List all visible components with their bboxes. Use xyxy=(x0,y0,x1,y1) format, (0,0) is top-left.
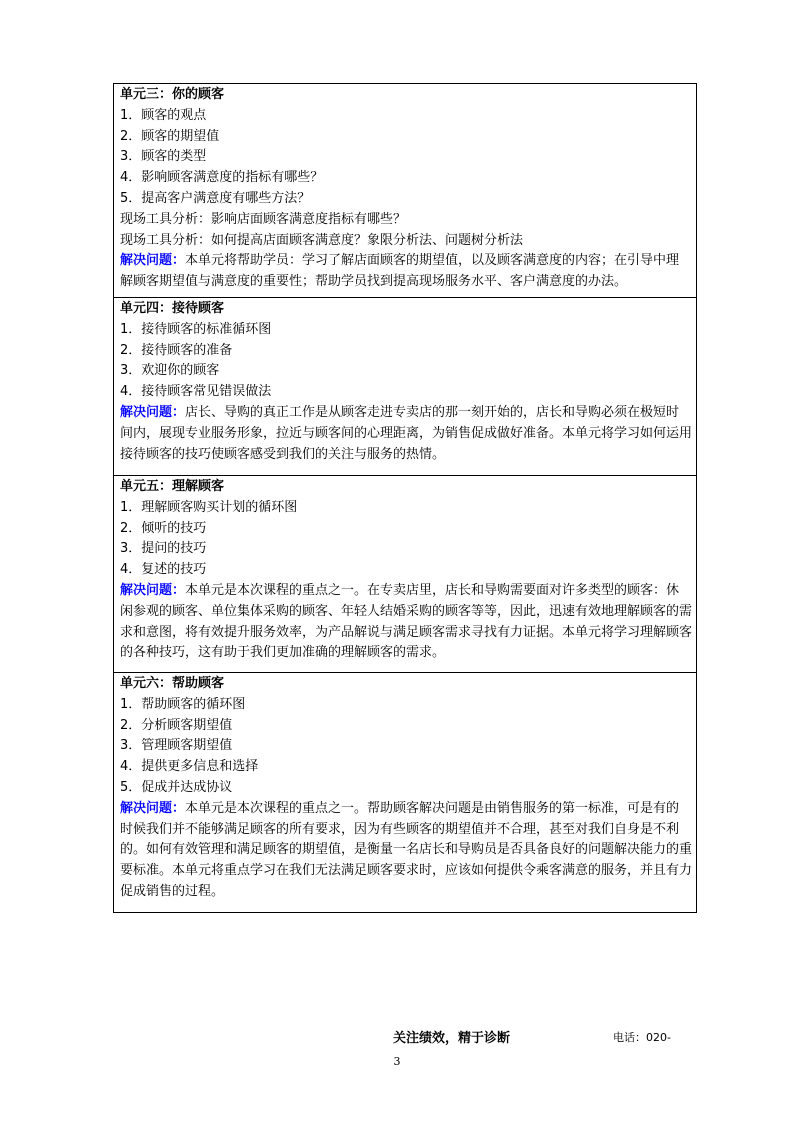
solution-paragraph xyxy=(120,251,692,293)
unit-item: 3．提问的技巧 xyxy=(120,541,207,557)
unit-item: 2．顾客的期望值 xyxy=(120,128,220,144)
unit-item: 2．分析顾客期望值 xyxy=(120,717,233,733)
unit-item: 1．理解顾客购买计划的循环图 xyxy=(120,499,298,515)
unit-title: 单元四：接待顾客 xyxy=(120,300,225,316)
unit-row xyxy=(114,297,697,475)
unit-item: 4．影响顾客满意度的指标有哪些？ xyxy=(120,170,324,186)
unit-item: 5．提高客户满意度有哪些方法？ xyxy=(120,190,311,206)
unit-item: 2．倾听的技巧 xyxy=(120,520,207,536)
unit-title: 单元六：帮助顾客 xyxy=(120,675,225,691)
unit-item: 3．管理顾客期望值 xyxy=(120,738,233,754)
unit-item: 4．复述的技巧 xyxy=(120,562,207,578)
solution-label: 解决问题： xyxy=(120,800,186,816)
unit-title: 单元三：你的顾客 xyxy=(120,87,225,102)
solution-paragraph xyxy=(120,799,692,903)
unit-item: 4．接待顾客常见错误做法 xyxy=(120,384,272,400)
unit-row xyxy=(114,84,697,298)
solution-label: 解决问题： xyxy=(120,253,186,269)
unit-cell xyxy=(114,672,697,912)
solution-label: 解决问题： xyxy=(120,404,186,420)
unit-item: 现场工具分析：如何提高店面顾客满意度？象限分析法、问题树分析法 xyxy=(120,232,524,248)
unit-item: 现场工具分析：影响店面顾客满意度指标有哪些？ xyxy=(120,211,407,227)
unit-cell xyxy=(114,297,697,475)
solution-text: 本单元将帮助学员：学习了解店面顾客的期望值，以及顾客满意度的内容；在引导中理解顾客期望值与满意度的重要性；帮助学员找到提高现场服务水平、客户满意度的办法。 xyxy=(120,253,680,290)
unit-item: 3．顾客的类型 xyxy=(120,149,207,165)
unit-item: 1．接待顾客的标准循环图 xyxy=(120,321,272,337)
solution-text: 本单元是本次课程的重点之一。在专卖店里，店长和导购需要面对许多类型的顾客：休闲参观的顾客、单位集体采购的顾客、年轻人结婚采购的顾客等等，因此，迅速有效地理解顾客的需求和意图，将有效提升服务效率，为产品解说与满足顾客需求寻找有力证据。本单元将学习理解顾客的各种技巧，这有助于我们更加准确的理解顾客的需求。 xyxy=(120,582,693,661)
footer-slogan: 关注绩效，精于诊断 xyxy=(393,1031,511,1046)
solution-text: 店长、导购的真正工作是从顾客走进专卖店的那一刻开始的，店长和导购必须在极短时间内，展现专业服务形象，拉近与顾客间的心理距离，为销售促成做好准备。本单元将学习如何运用接待顾客的技巧使顾客感受到我们的关注与服务的热情。 xyxy=(120,404,693,462)
unit-item: 4．提供更多信息和选择 xyxy=(120,759,259,775)
unit-cell xyxy=(114,84,697,298)
unit-row xyxy=(114,475,697,672)
solution-paragraph xyxy=(120,403,692,465)
footer-phone: 电话：020- xyxy=(613,1031,671,1044)
course-outline-table xyxy=(113,83,697,913)
page-number: 3 xyxy=(393,1055,401,1068)
unit-item: 1．顾客的观点 xyxy=(120,107,207,123)
solution-paragraph xyxy=(120,581,692,664)
solution-label: 解决问题： xyxy=(120,582,186,598)
unit-item: 1．帮助顾客的循环图 xyxy=(120,696,246,712)
solution-text: 本单元是本次课程的重点之一。帮助顾客解决问题是由销售服务的第一标准，可是有的时候我们并不能够满足顾客的所有要求，因为有些顾客的期望值并不合理，甚至对我们自身是不利的。如何有效管理和满足顾客的期望值，是衡量一名店长和导购员是否具备良好的问题解决能力的重要标准。本单元将重点学习在我们无法满足顾客要求时，应该如何提供令乘客满意的服务，并且有力促成销售的过程。 xyxy=(120,800,693,899)
unit-item: 2．接待顾客的准备 xyxy=(120,342,233,358)
unit-item: 5．促成并达成协议 xyxy=(120,779,233,795)
unit-item: 3．欢迎你的顾客 xyxy=(120,363,220,379)
unit-cell xyxy=(114,475,697,672)
unit-title: 单元五：理解顾客 xyxy=(120,478,225,494)
unit-row xyxy=(114,672,697,912)
